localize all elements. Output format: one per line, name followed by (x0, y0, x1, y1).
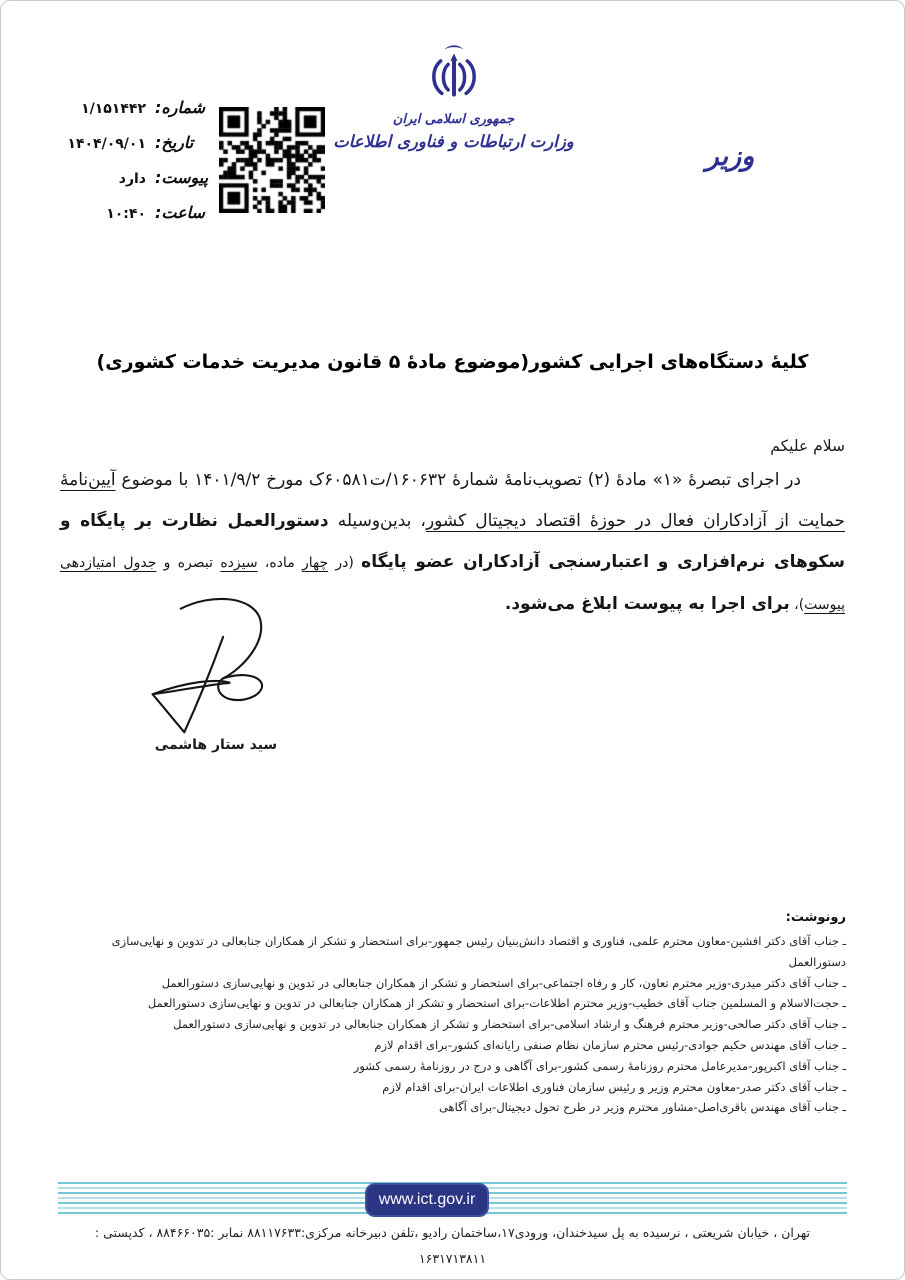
recipient-title: کلیۀ دستگاه‌های اجرایی کشور(موضوع مادۀ ۵ قانون مدیریت خدمات کشوری) (96, 351, 809, 373)
cc-label: رونوشت: (785, 910, 846, 925)
government-name: جمهوری اسلامی ایران (392, 112, 515, 127)
body-segment: دستورالعمل نظارت بر پایگاه و سکوهای نرم‌افزاری و اعتبارسنجی آزادکاران عضو پایگاه (60, 511, 846, 572)
greeting: سلام علیکم (770, 437, 845, 455)
signature-block (127, 591, 305, 753)
signature-scribble (134, 591, 299, 741)
meta-number-value: ۱/۱۵۱۴۴۲ (81, 101, 146, 117)
body-segment: سیزده (220, 555, 258, 571)
body-segment: تبصره و (156, 555, 221, 571)
body-segment: برای اجرا به پیوست ابلاغ می‌شود. (504, 594, 790, 614)
cc-item: ـ حجت‌الاسلام و المسلمین جناب آقای خطیب-وزیر محترم اطلاعات-برای استحضار و تشکر از همکاران جنابعالی در تدوین و نهایی‌سازی دستورالعمل (147, 996, 846, 1011)
meta-attachment-label: پیوست: (155, 168, 209, 187)
body-segment: (در (328, 555, 362, 571)
cc-item: ـ جناب آقای مهندس حکیم جوادی-رئیس محترم سازمان نظام صنفی رایانه‌ای کشور-برای اقدام لازم (374, 1037, 846, 1052)
body-segment: ، بدین‌وسیله (328, 511, 426, 531)
cc-item: ـ جناب آقای مهندس باقری‌اصل-مشاور محترم وزیر در طرح تحول دیجیتال-برای آگاهی (438, 1100, 846, 1115)
body-segment: جدول امتیازدهی پیوست (60, 555, 845, 613)
ministry-name: وزارت ارتباطات و فناوری اطلاعات (333, 132, 574, 151)
meta-attachment-value: دارد (118, 171, 146, 187)
meta-row-attachment (27, 168, 225, 192)
letterhead-center (301, 43, 606, 151)
signer-name: سید ستار هاشمی (154, 737, 278, 753)
cc-section (59, 910, 846, 1118)
meta-number-label: شماره: (155, 98, 206, 117)
footer-postal-code: ۱۶۳۱۷۱۳۸۱۱ (418, 1251, 487, 1266)
website-pill: www.ict.gov.ir (365, 1183, 489, 1217)
iran-emblem-icon (425, 43, 483, 109)
body-segment: در اجرای تبصرۀ «۱» مادۀ (۲) تصویب‌نامۀ شمارۀ ۱۶۰۶۳۲/ت۶۰۵۸۱ک مورخ ۱۴۰۱/۹/۲ با موضوع (115, 470, 801, 490)
cc-list (59, 931, 846, 1118)
cc-item: ـ جناب آقای اکبرپور-مدیرعامل محترم روزنامۀ رسمی کشور-برای آگاهی و درج در روزنامۀ رسمی کشور (353, 1058, 846, 1073)
body-segment: ماده، (257, 555, 302, 571)
cc-item: ـ جناب آقای دکتر صالحی-وزیر محترم فرهنگ و ارشاد اسلامی-برای استحضار و تشکر از همکاران جنابعالی در تدوین و نهایی‌سازی دستورالعمل (173, 1017, 846, 1032)
meta-row-number (27, 98, 225, 122)
meta-row-date (27, 133, 225, 157)
meta-time-value: ۱۰:۴۰ (106, 206, 146, 222)
meta-time-label: ساعت: (155, 203, 205, 222)
body-segment: )، (789, 597, 805, 613)
minister-title: وزیر (705, 141, 755, 172)
cc-item: ـ جناب آقای دکتر میدری-وزیر محترم تعاون، کار و رفاه اجتماعی-برای استحضار و تشکر از همکاران جنابعالی در تدوین و نهایی‌سازی دستورالعمل (161, 975, 846, 990)
footer-address: تهران ، خیابان شریعتی ، نرسیده به پل سیدخندان، ورودی۱۷،ساختمان رادیو ،تلفن دبیرخانه مرکزی:۸۸۱۱۷۶۳۳ نمابر :۸۸۴۶۶۰۳۵ ، کدپستی : (94, 1225, 811, 1240)
body-segment: آیین‌نامۀ حمایت از آزادکاران فعال در حوزۀ اقتصاد دیجیتال کشور (60, 470, 846, 531)
body-segment: چهار (301, 555, 329, 571)
cc-item: ـ جناب آقای دکتر صدر-معاون محترم وزیر و رئیس سازمان فناوری اطلاعات ایران-برای اقدام لازم (382, 1079, 846, 1094)
meta-date-value: ۱۴۰۴/۰۹/۰۱ (67, 136, 146, 152)
letter-meta (27, 98, 225, 238)
meta-row-time (27, 203, 225, 227)
meta-date-label: تاریخ: (155, 133, 194, 152)
cc-item: ـ جناب آقای دکتر افشین-معاون محترم علمی، فناوری و اقتصاد دانش‌بنیان رئیس جمهور-برای استحضار و تشکر از همکاران جنابعالی در تدوین و نهایی‌سازی دستورالعمل (111, 934, 846, 969)
